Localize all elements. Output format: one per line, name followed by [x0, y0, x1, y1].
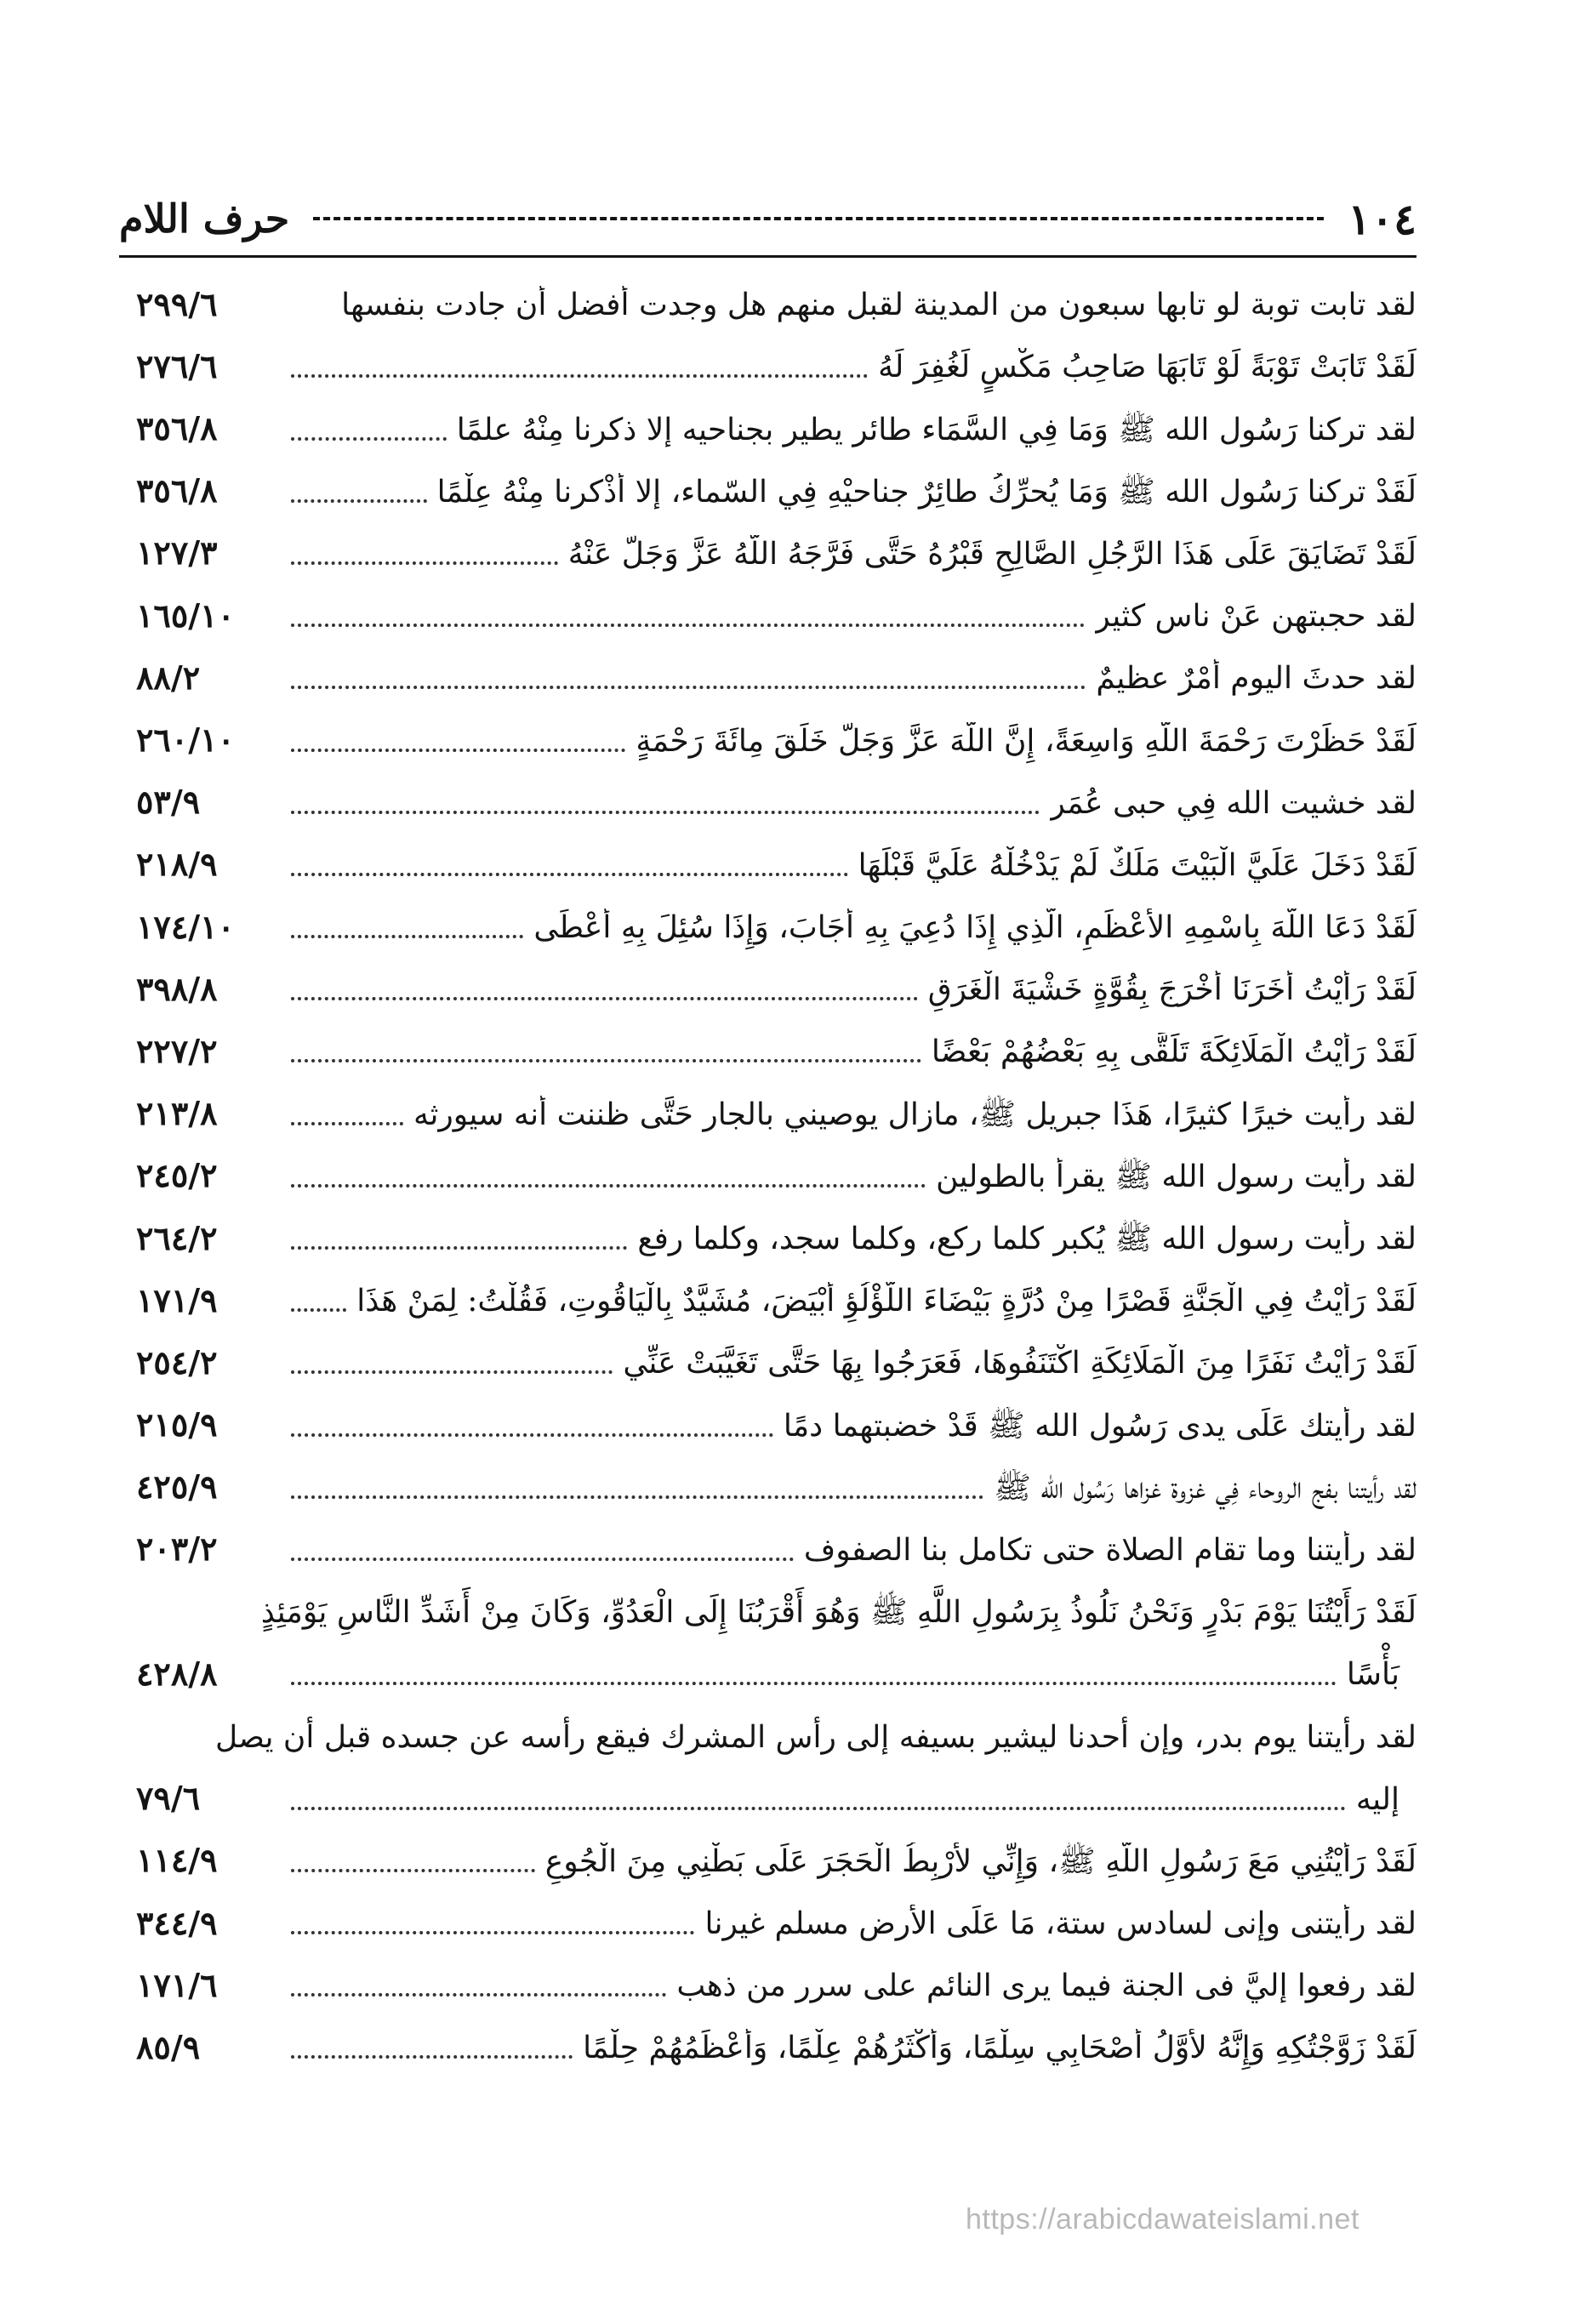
entry-reference: ٢١٥/٩ — [136, 1405, 218, 1444]
entry-text: لَقَدْ رَأَيْتُ الْمَلَائِكَةَ تَلَقَّى بِهِ بَعْضُهُمْ بَعْضًا — [931, 1034, 1416, 1070]
leader-dots — [291, 1558, 794, 1561]
entry-text: لقد تركنا رَسُول الله ﷺ وَمَا فِي السَّمَاء طائر يطير بجناحيه إلا ذكرنا مِنْهُ علمًا — [456, 412, 1416, 447]
entry-text: لَقَدْ حَظَرْتَ رَحْمَةَ اللَّهِ وَاسِعَةً، إِنَّ اللَّهَ عَزَّ وَجَلَّ خَلَقَ مِائَةَ رَحْمَةٍ — [636, 723, 1416, 759]
leader-dots — [291, 1931, 694, 1934]
entry-text: لقد رأيت رسول الله ﷺ يُكبر كلما ركع، وكلما سجد، وكلما رفع — [637, 1222, 1416, 1256]
entry-reference: ٨٥/٩ — [136, 2027, 201, 2066]
index-entry — [136, 706, 1416, 768]
entry-reference: ٢١٣/٨ — [136, 1094, 218, 1133]
entry-text: لَقَدْ رَأَيْتُنَا يَوْمَ بَدْرٍ وَنَحْنُ نَلُوذُ بِرَسُولِ اللَّهِ ﷺ وَهُوَ أَقْرَبُنَا إِلَى الْعَدُوِّ، وَكَانَ مِنْ أَشَدِّ النَّاسِ يَوْمَئِذٍ — [260, 1595, 1416, 1631]
index-entry — [136, 1079, 1416, 1142]
section-title: حرف اللام — [119, 196, 290, 242]
leader-dots — [291, 1993, 666, 1996]
index-entry — [136, 1205, 1416, 1267]
entry-reference: ٢٦٠/١٠ — [136, 721, 235, 759]
entry-text: لَقَدْ رَأَيْتُ فِي الْجَنَّةِ قَصْرًا مِنْ دُرَّةٍ بَيْضَاءَ اللُّؤْلُؤِ أَبْيَضَ، مُشَيَّدٌ بِالْيَاقُوتِ، فَقُلْتُ: لِمَنْ هَذَا — [356, 1284, 1416, 1319]
leader-dots — [291, 997, 918, 1000]
entry-text-continued: إليه — [1355, 1781, 1399, 1817]
entry-text: لَقَدْ رَأَيْتُنِي مَعَ رَسُولِ اللَّهِ ﷺ، وَإِنِّي لأَرْبِطُ الْحَجَرَ عَلَى بَطْنِي مِنَ الْجُوعِ — [544, 1843, 1416, 1879]
entry-text: لقد رفعوا إليَّ فى الجنة فيما يرى النائم على سرر من ذهب — [676, 1968, 1416, 2004]
entry-reference: ٢٩٩/٦ — [136, 284, 218, 323]
entry-reference: ٢٠٣/٢ — [136, 1529, 218, 1569]
leader-dots — [291, 1682, 1337, 1685]
leader-dots — [291, 437, 447, 441]
entry-reference: ٤٢٥/٩ — [136, 1467, 218, 1507]
entry-line-two — [136, 1640, 1416, 1702]
entry-reference: ٥٣/٩ — [136, 783, 201, 822]
entry-line-one — [136, 1702, 1416, 1764]
index-entry — [136, 1889, 1416, 1951]
entry-text-continued: بَأْسًا — [1346, 1657, 1399, 1693]
entry-reference: ٣٤٤/٩ — [136, 1903, 218, 1942]
entry-text: لَقَدْ تَابَتْ تَوْبَةً لَوْ تَابَهَا صَاحِبُ مَكْسٍ لَغُفِرَ لَهُ — [878, 350, 1416, 385]
index-entry — [136, 271, 1416, 333]
index-entry — [136, 955, 1416, 1017]
index-entry — [136, 333, 1416, 395]
leader-dots — [291, 873, 848, 876]
entry-reference: ٢٥٤/٢ — [136, 1342, 218, 1381]
page-number: ١٠٤ — [1348, 193, 1416, 244]
entry-reference: ١٢٧/٣ — [136, 533, 218, 572]
header-underline — [119, 255, 1416, 258]
entry-reference: ١٦٥/١٠ — [136, 595, 235, 635]
entry-text: لقد رأيت رسول الله ﷺ يقرأ بالطولين — [936, 1159, 1416, 1194]
leader-dots — [291, 749, 625, 752]
entry-reference: ١١٤/٩ — [136, 1841, 218, 1880]
index-entry — [136, 1017, 1416, 1079]
page-header — [119, 189, 1416, 248]
entry-reference: ٢١٨/٩ — [136, 845, 218, 884]
entry-text: لقد حدثَ اليوم أمْرٌ عظيمٌ — [1096, 661, 1416, 697]
leader-dots — [291, 1184, 926, 1188]
entry-text: لقد حجبتهن عَنْ ناس كثير — [1095, 599, 1416, 635]
index-entry — [136, 2014, 1416, 2076]
entry-reference: ١٧١/٩ — [136, 1280, 218, 1319]
entry-text: لَقَدْ تَضَايَقَ عَلَى هَذَا الرَّجُلِ الصَّالِحِ قَبْرُهُ حَتَّى فَرَّجَهُ اللَّهُ عَزَّ وَجَلَّ عَنْهُ — [567, 536, 1416, 572]
entry-text: لَقَدْ تركنا رَسُول الله ﷺ وَمَا يُحرِّكُ طائِرٌ جناحيْهِ فِي السّماء، إلا أَذْكرنا مِنْهُ عِلْمًا — [436, 474, 1416, 510]
leader-dots — [291, 1433, 773, 1437]
leader-dots — [291, 1246, 627, 1250]
entry-text: لقد رأيتنى وإنى لسادس ستة، مَا عَلَى الأرض مسلم غيرنا — [704, 1906, 1416, 1942]
leader-dots — [291, 1495, 983, 1499]
entry-reference: ٨٨/٢ — [136, 658, 201, 697]
entry-reference: ٣٩٨/٨ — [136, 969, 218, 1008]
leader-dots — [291, 2055, 573, 2059]
index-entry — [136, 1142, 1416, 1205]
index-entry — [136, 395, 1416, 457]
entry-text: لقد رأيت خيرًا كثيرًا، هَذَا جبريل ﷺ، مازال يوصيني بالجار حَتَّى ظننت أنه سيورثه — [413, 1096, 1416, 1132]
index-entry — [136, 1951, 1416, 2014]
index-entry — [136, 1827, 1416, 1889]
entry-text: لقد رأيتك عَلَى يدى رَسُول الله ﷺ قَدْ خضبتهما دمًا — [783, 1408, 1416, 1444]
leader-dots — [291, 811, 1040, 814]
entry-line-two — [136, 1765, 1416, 1827]
entry-text: لقد رأيتنا بفج الروحاء فِي غزوة غزاها رَسُول الله ﷺ — [994, 1470, 1416, 1506]
entry-text: لقد تابت توبة لو تابها سبعون من المدينة لقبل منهم هل وجدت أفضل أن جادت بنفسها — [341, 288, 1416, 323]
entry-reference: ٢٢٧/٢ — [136, 1031, 218, 1070]
leader-dots — [291, 624, 1085, 627]
index-entry — [136, 1516, 1416, 1578]
index-entry — [136, 831, 1416, 893]
index-entry — [136, 520, 1416, 582]
index-entry-two-line — [136, 1702, 1416, 1826]
index-entry — [136, 1267, 1416, 1329]
leader-dots — [291, 686, 1086, 689]
entry-text: لَقَدْ رَأَيْتُ نَفَرًا مِنَ الْمَلَائِكَةِ اكْتَنَفُوهَا، فَعَرَجُوا بِهَا حَتَّى تَغَيَّبَتْ عَنِّي — [623, 1346, 1416, 1381]
entry-text: لَقَدْ رَأَيْتُ أَخَرَنَا أَخْرَجَ بِقُوَّةٍ خَشْيَةَ الْغَرَقِ — [927, 972, 1416, 1008]
leader-dots — [291, 1308, 346, 1312]
index-entry — [136, 769, 1416, 831]
entry-text: لقد رأيتنا وما تقام الصلاة حتى تكامل بنا الصفوف — [803, 1532, 1416, 1568]
header-dashed-rule — [313, 217, 1324, 220]
entry-reference: ٢٦٤/٢ — [136, 1218, 218, 1257]
index-entry-two-line — [136, 1578, 1416, 1702]
index-entry — [136, 644, 1416, 706]
entry-text: لقد خشيت الله فِي حبى عُمَر — [1050, 785, 1416, 821]
entry-text: لقد رأيتنا يوم بدر، وإن أحدنا ليشير بسيفه إلى رأس المشرك فيقع رأسه عن جسده قبل أن يصل — [214, 1719, 1416, 1755]
index-entry — [136, 1391, 1416, 1453]
index-entry — [136, 1454, 1416, 1516]
entry-reference: ٢٤٥/٢ — [136, 1156, 218, 1195]
leader-dots — [291, 1869, 535, 1872]
index-entries — [136, 271, 1416, 2076]
entry-text: لَقَدْ دَخَلَ عَلَيَّ الْبَيْتَ مَلَكٌ لَمْ يَدْخُلْهُ عَلَيَّ قَبْلَهَا — [858, 847, 1416, 883]
entry-reference: ٣٥٦/٨ — [136, 409, 218, 448]
index-entry — [136, 582, 1416, 644]
entry-reference: ٣٥٦/٨ — [136, 471, 218, 510]
index-entry — [136, 1329, 1416, 1391]
index-entry — [136, 458, 1416, 520]
entry-text: لَقَدْ دَعَا اللَّهَ بِاسْمِهِ الأَعْظَمِ، الَّذِي إِذَا دُعِيَ بِهِ أَجَابَ، وَإِذَا سُئِلَ بِهِ أَعْطَى — [533, 910, 1416, 946]
index-entry — [136, 893, 1416, 955]
watermark-url: https://arabicdawateislami.net — [966, 2203, 1359, 2236]
leader-dots — [291, 374, 868, 378]
leader-dots — [291, 935, 523, 938]
leader-dots — [291, 1807, 1346, 1810]
entry-reference: ٤٢٨/٨ — [136, 1654, 218, 1693]
entry-reference: ٧٩/٦ — [136, 1779, 201, 1818]
leader-dots — [291, 1059, 921, 1062]
leader-dots — [291, 499, 427, 503]
entry-reference: ٢٧٦/٦ — [136, 346, 218, 385]
entry-line-one — [136, 1578, 1416, 1640]
leader-dots — [291, 1122, 403, 1125]
leader-dots — [291, 561, 558, 565]
entry-reference: ١٧١/٦ — [136, 1965, 218, 2004]
entry-text: لَقَدْ زَوَّجْتُكِهِ وَإِنَّهُ لأَوَّلُ أَصْحَابِي سِلْمًا، وَأَكْثَرُهُمْ عِلْمًا، وَأَعْظَمُهُمْ حِلْمًا — [583, 2031, 1416, 2066]
leader-dots — [291, 1370, 613, 1374]
entry-reference: ١٧٤/١٠ — [136, 907, 235, 946]
